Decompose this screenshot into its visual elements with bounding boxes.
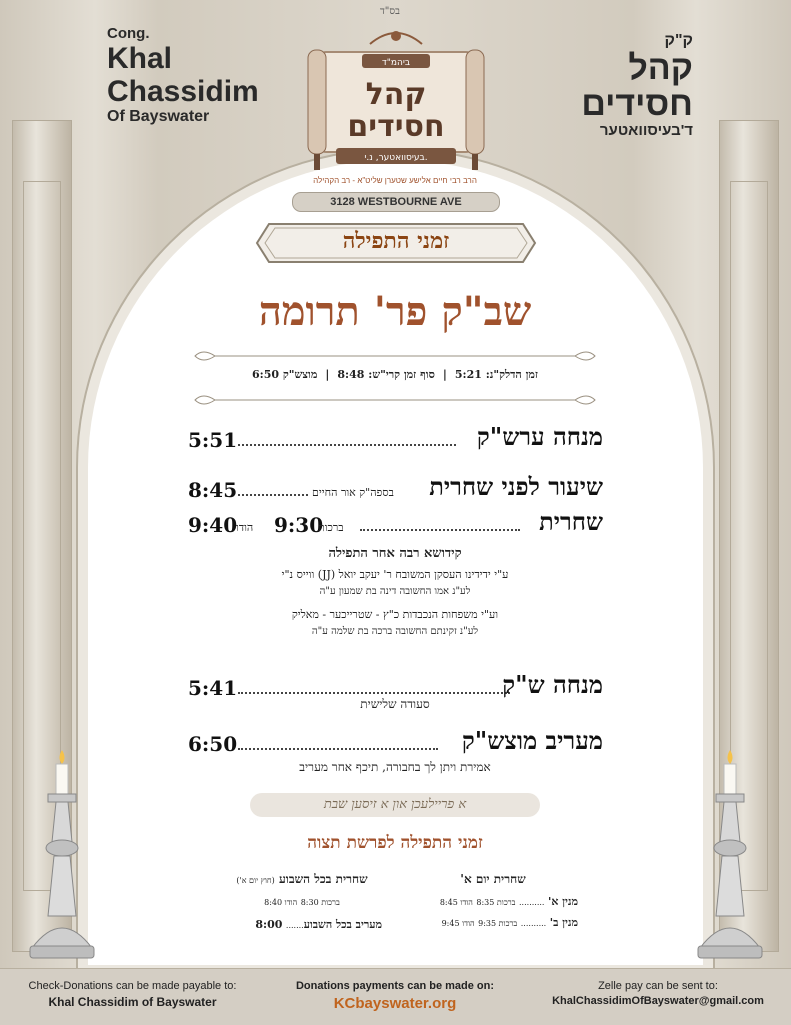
right-candlestick-icon [690,748,770,968]
weekday-maariv-line: מעריב בכל השבוע....... 8:00 [255,918,382,931]
gut-shabbos-banner: א פריילעכן און א זיסען שבת [250,793,540,817]
logo-bottom-banner: בעיסוואטער, נ.י. [364,153,428,163]
mincha-erev-label: מנחה ערש"ק [476,422,603,451]
chassidim-label: Chassidim [107,75,259,108]
shacharis-row [188,505,603,537]
weekday-schedule [222,872,382,939]
weekday-maariv-time: 8:00 [255,918,283,931]
zelle-email[interactable]: KhalChassidimOfBayswater@gmail.com [552,995,764,1007]
minyan2-label: מנין ב' [549,916,578,929]
footer-check-donations [5,980,260,1009]
online-donations-label: Donations payments can be made on: [295,980,495,992]
logo-line2: חסידים [347,109,445,144]
scroll-logo [290,22,502,182]
kiddush-memorial-2: לע"נ זקינתם החשובה ברכה בת שלמה ע"ה [311,626,479,637]
shacharis-label: שחרית [539,507,603,536]
minyan1-brachos: ברכות 8:35 [476,898,516,907]
mincha-shabbos-label: מנחה ש"ק [502,670,603,699]
minyan2-brachos: ברכות 9:35 [478,919,518,928]
khal-label: Khal [107,42,173,75]
english-congregation-name [107,25,259,126]
parsha-heading: שב"ק פר' תרומה [258,288,532,335]
minyan2-hodu: הודו 9:45 [441,919,475,928]
kehal-label: קהל [628,49,693,87]
candle-lighting-time: זמן הדלק"נ: 5:21 [454,368,538,381]
kiddush-title: קידושא רבה אחר התפילה [328,546,462,561]
mincha-shabbos-row [188,668,603,700]
hebrew-congregation-name [581,32,693,139]
left-candlestick-icon [22,748,102,968]
footer-online-donations [270,980,520,1012]
cong-label: Cong. [107,25,150,42]
shiur-time: 8:45 [188,478,238,502]
weekday-heading-line [222,872,382,887]
zmanim-line: זמן הדלק"נ: 5:21|סוף זמן קרי"ש: 8:48|מוצש"ק 6:50 [252,368,538,381]
ornament-divider-top [185,346,605,366]
minyan1-label: מנין א' [547,895,578,908]
check-payee: Khal Chassidim of Bayswater [48,995,217,1009]
minyan2-line: מנין ב' .......... ברכות 9:35 הודו 9:45 [441,916,578,929]
logo-line1: קהל [365,77,427,112]
website-link[interactable]: KCbayswater.org [333,995,457,1012]
mincha-shabbos-time: 5:41 [188,676,238,700]
kk-label: ק"ק [664,32,693,49]
sunday-heading: שחרית יום א' [460,872,526,886]
sunday-schedule [408,872,578,937]
brachos-label: ברכות [318,521,344,534]
kiddush-memorial-1: לע"נ אמו החשובה דינה בת שמעון ע"ה [319,586,471,597]
rabbi-line: הרב רבי חיים אלישע שטערן שליט"א - רב הקהילה [313,176,477,185]
brachos-time: 9:30 [274,513,324,537]
address-badge: 3128 WESTBOURNE AVE [292,192,500,212]
footer-zelle [530,980,786,1007]
weekday-brachos: ברכות 8:30 [300,898,340,907]
vayiten-lecha-note: אמירת ויתן לך בחבורה, תיכף אחר מעריב [299,760,491,774]
bayswater-label: Of Bayswater [107,108,210,125]
shiur-label: שיעור לפני שחרית [429,472,603,501]
mincha-erev-time: 5:51 [188,428,238,452]
page-title: זמני התפילה [342,228,450,254]
hodu-label: הודו [236,521,254,534]
ornament-divider-bottom [185,390,605,410]
minyan1-hodu: הודו 8:45 [439,898,473,907]
logo-top-banner: ביהמ"ד [381,58,411,68]
weekday-heading-note: (חוץ יום א') [236,876,275,885]
minyan1-line: מנין א' .......... ברכות 8:35 הודו 8:45 [439,895,578,908]
weekday-hodu: הודו 8:40 [264,898,298,907]
check-donations-label: Check-Donations can be made payable to: [28,980,237,992]
weekday-times [222,895,382,908]
bayswater-hebrew-label: ד'בעיסוואטער [599,122,693,139]
maariv-label: מעריב מוצש"ק [461,726,603,755]
zelle-label: Zelle pay can be sent to: [598,980,718,992]
kiddush-sponsor-2: וע"י משפחות הנכבדות כ"ץ - שטרייכער - מאליק [291,608,499,621]
maariv-row [188,724,603,756]
mincha-erev-row [188,420,603,452]
kiddush-sponsor-1: ע"י ידידינו העסקן המשובח ר' יעקב יואל (JJ) ווייס נ"י [281,568,509,581]
shiur-note: בספה"ק אור החיים [312,486,394,499]
shiur-row [188,470,603,502]
weekday-maariv-label: מעריב בכל השבוע [303,918,382,931]
maariv-time: 6:50 [188,732,238,756]
weekday-heading: שחרית בכל השבוע [278,872,368,886]
seuda-shlishis: סעודה שלישית [360,697,430,711]
shema-time: סוף זמן קרי"ש: 8:48 [337,368,435,381]
next-week-title: זמני התפילה לפרשת תצוה [307,833,483,853]
hodu-time: 9:40 [188,513,238,537]
chassidim-hebrew-label: חסידים [581,85,693,123]
bsd-mark: בס"ד [380,6,400,17]
motzei-shabbos-time: מוצש"ק 6:50 [252,368,318,381]
